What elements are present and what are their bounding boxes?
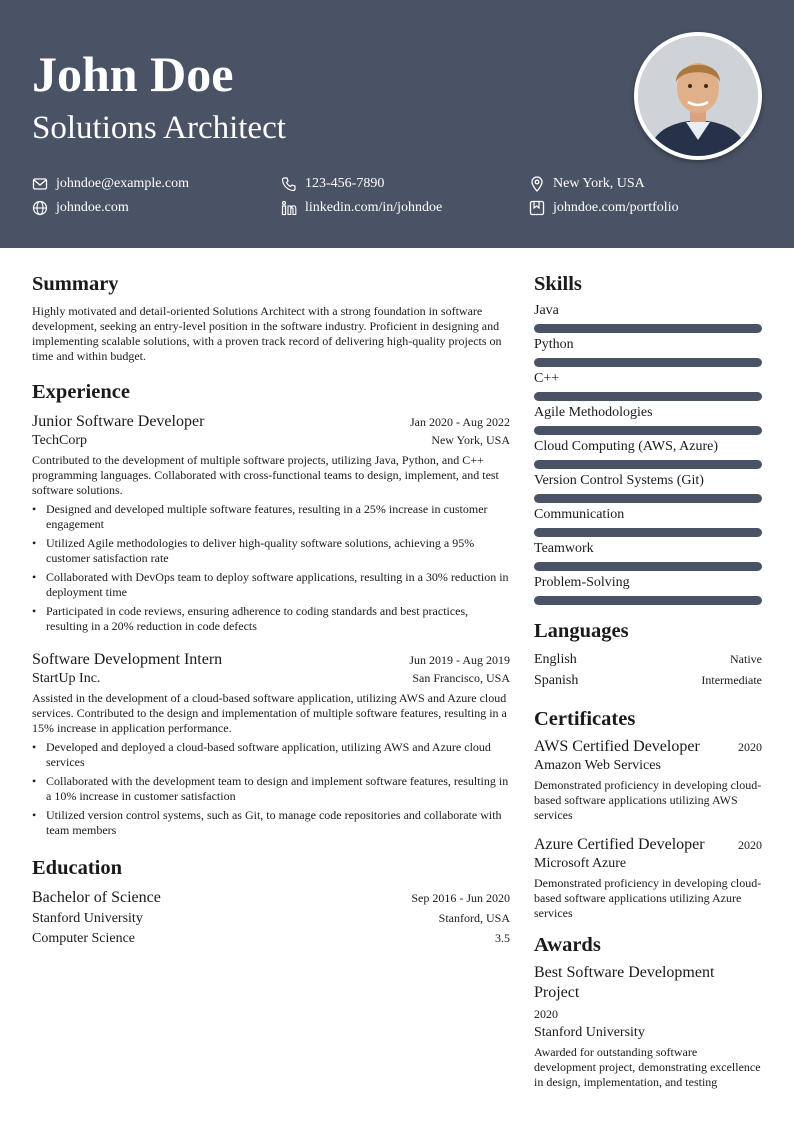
- skill-bar: [534, 426, 762, 435]
- contact-location: [529, 175, 645, 193]
- job-title: Software Development Intern: [32, 651, 223, 668]
- skill-name: Communication: [534, 507, 625, 522]
- award-description: Awarded for outstanding software development project, demonstrating excellence in design, implementation, and testing: [534, 1045, 761, 1089]
- school: Stanford University: [32, 911, 143, 926]
- certificate-year: 2020: [738, 740, 762, 754]
- language-name: Spanish: [534, 673, 579, 688]
- school-location: Stanford, USA: [438, 911, 510, 925]
- skill-name: C++: [534, 371, 560, 386]
- skill-name: Python: [534, 337, 574, 352]
- job-location: San Francisco, USA: [412, 671, 510, 685]
- degree: Bachelor of Science: [32, 889, 161, 906]
- contact-location-text: New York, USA: [553, 176, 645, 191]
- job-dates: Jun 2019 - Aug 2019: [409, 653, 510, 667]
- contact-portfolio[interactable]: [529, 199, 679, 217]
- profile-photo: [634, 32, 762, 160]
- skill-item: [534, 336, 762, 367]
- job-description: Contributed to the development of multiple software projects, utilizing Java, Python, and C++ programming languages. Collaborated with cross-functional teams to design, implement, and test software solutions.: [32, 453, 499, 497]
- contact-linkedin[interactable]: [281, 199, 442, 217]
- candidate-name: John Doe: [32, 46, 234, 102]
- certificate-description: Demonstrated proficiency in developing cloud-based software applications utilizing AWS services: [534, 778, 762, 822]
- contact-phone[interactable]: [281, 175, 384, 193]
- contact-portfolio-text: johndoe.com/portfolio: [553, 200, 679, 215]
- skill-item: [534, 540, 762, 571]
- phone-icon: [281, 176, 297, 192]
- skill-item: [534, 302, 762, 333]
- education-entry: [32, 888, 510, 948]
- award-year: 2020: [534, 1007, 558, 1021]
- skill-item: [534, 472, 762, 503]
- skill-name: Problem-Solving: [534, 575, 630, 590]
- skill-item: [534, 574, 762, 605]
- field-of-study: Computer Science: [32, 931, 136, 946]
- certificate-title: Azure Certified Developer: [534, 836, 705, 853]
- skill-bar: [534, 392, 762, 401]
- certificate-title: AWS Certified Developer: [534, 738, 700, 755]
- job-company: TechCorp: [32, 433, 88, 448]
- skill-item: [534, 404, 762, 435]
- right-column: [534, 272, 762, 1090]
- resume-header: [0, 0, 794, 248]
- skill-bar: [534, 324, 762, 333]
- languages-heading: Languages: [534, 620, 629, 642]
- award-title: Best Software Development Project: [534, 964, 715, 1001]
- contact-email-text: johndoe@example.com: [56, 176, 190, 191]
- certificate-issuer: Amazon Web Services: [534, 758, 661, 773]
- job-bullet: • Developed and deployed a cloud-based software application, utilizing AWS and Azure cloud services: [32, 740, 510, 770]
- job-entry: [32, 412, 510, 634]
- candidate-role: Solutions Architect: [32, 110, 286, 146]
- job-entry: [32, 650, 510, 838]
- profile-photo-illustration: [638, 36, 758, 156]
- language-level: Native: [730, 652, 762, 666]
- job-bullet: • Collaborated with the development team to design and implement software features, resulting in a 10% increase in customer satisfaction: [32, 774, 510, 804]
- job-bullet: • Participated in code reviews, ensuring adherence to coding standards and best practices, resulting in a 20% reduction in code defects: [32, 604, 510, 634]
- language-name: English: [534, 652, 577, 667]
- skills-heading: Skills: [534, 273, 582, 295]
- job-dates: Jan 2020 - Aug 2022: [410, 415, 510, 429]
- job-company: StartUp Inc.: [32, 671, 101, 686]
- skill-bar: [534, 562, 762, 571]
- skill-item: [534, 438, 762, 469]
- skill-item: [534, 506, 762, 537]
- summary-heading: Summary: [32, 273, 119, 295]
- globe-icon: [32, 200, 48, 216]
- gpa: 3.5: [495, 931, 510, 945]
- skill-name: Cloud Computing (AWS, Azure): [534, 439, 718, 454]
- certificate-entry: [534, 737, 762, 823]
- education-dates: Sep 2016 - Jun 2020: [411, 891, 510, 905]
- skill-name: Version Control Systems (Git): [534, 473, 704, 488]
- skill-bar: [534, 528, 762, 537]
- job-bullet: • Collaborated with DevOps team to deploy software applications, resulting in a 30% reduction in deployment time: [32, 570, 510, 600]
- skill-name: Teamwork: [534, 541, 594, 556]
- job-bullet: • Utilized version control systems, such as Git, to manage code repositories and collaborate with team members: [32, 808, 510, 838]
- contact-website-text: johndoe.com: [56, 200, 129, 215]
- skill-name: Java: [534, 303, 559, 318]
- language-level: Intermediate: [701, 673, 762, 687]
- language-item: [534, 670, 762, 691]
- language-item: [534, 649, 762, 670]
- left-column: [32, 272, 510, 948]
- job-title: Junior Software Developer: [32, 413, 205, 430]
- certificate-description: Demonstrated proficiency in developing cloud-based software applications utilizing Azure services: [534, 876, 762, 920]
- certificate-entry: [534, 835, 762, 921]
- skill-name: Agile Methodologies: [534, 405, 653, 420]
- skill-bar: [534, 494, 762, 503]
- contact-linkedin-text: linkedin.com/in/johndoe: [305, 200, 443, 215]
- experience-heading: Experience: [32, 381, 130, 403]
- awards-heading: Awards: [534, 934, 601, 956]
- education-heading: Education: [32, 857, 122, 879]
- job-location: New York, USA: [431, 433, 510, 447]
- languages-list: [534, 649, 762, 691]
- contact-phone-text: 123-456-7890: [305, 176, 385, 191]
- job-bullet: • Designed and developed multiple software features, resulting in a 25% increase in customer engagement: [32, 502, 510, 532]
- award-issuer: Stanford University: [534, 1025, 645, 1040]
- job-description: Assisted in the development of a cloud-based software application, utilizing AWS and Azure cloud services. Contributed to the design and implementation of multiple software features, resulting in a 15% increase in application performance.: [32, 691, 507, 735]
- contact-website[interactable]: [32, 199, 129, 217]
- location-pin-icon: [529, 176, 545, 192]
- contact-email[interactable]: [32, 175, 189, 193]
- job-bullet: • Utilized Agile methodologies to deliver high-quality software solutions, achieving a 95% customer satisfaction rate: [32, 536, 510, 566]
- skills-list: [534, 302, 762, 605]
- skill-item: [534, 370, 762, 401]
- summary-text: Highly motivated and detail-oriented Solutions Architect with a strong foundation in software development, seeking an entry-level position in the software industry. Proficient in designing and implementing scalable solutions, with a proven track record of delivering high-quality projects on time and within budget.: [32, 304, 502, 363]
- certificates-heading: Certificates: [534, 708, 636, 730]
- skill-bar: [534, 460, 762, 469]
- skill-bar: [534, 596, 762, 605]
- award-entry: [534, 963, 762, 1090]
- portfolio-icon: [529, 200, 545, 216]
- certificate-year: 2020: [738, 838, 762, 852]
- linkedin-icon: [281, 200, 297, 216]
- skill-bar: [534, 358, 762, 367]
- certificate-issuer: Microsoft Azure: [534, 856, 627, 871]
- mail-icon: [32, 176, 48, 192]
